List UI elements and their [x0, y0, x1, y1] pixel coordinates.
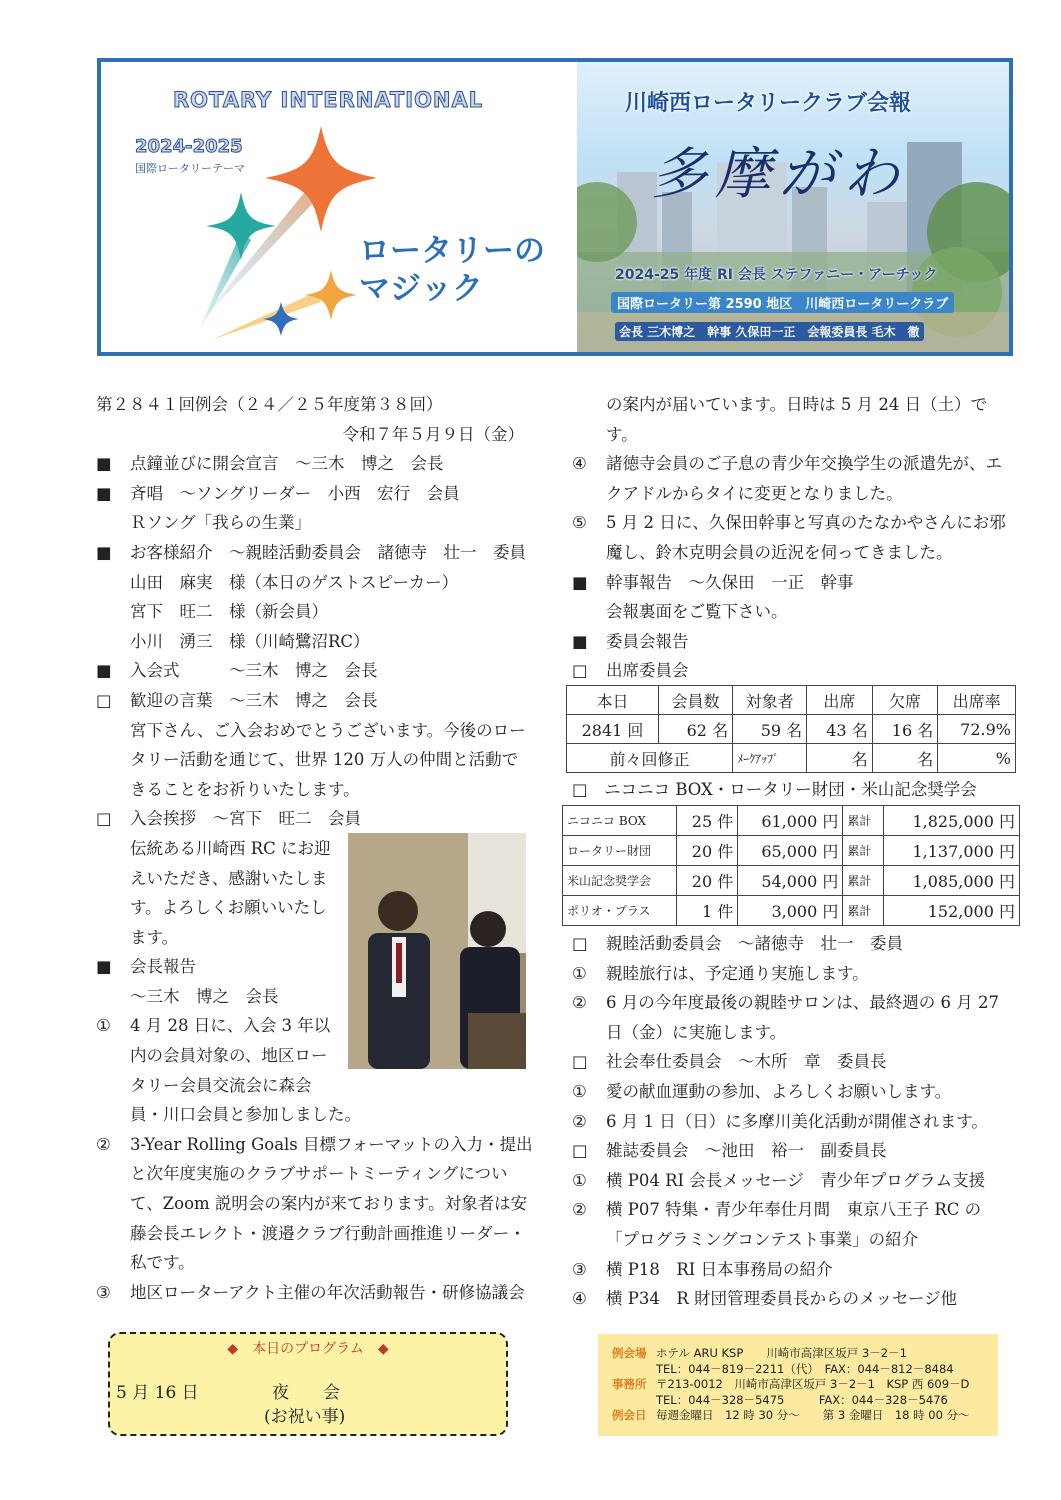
line-text: 入会式 ～三木 博之 会長 — [130, 661, 378, 681]
club-photo-panel — [577, 62, 1009, 352]
text-line — [572, 1225, 1022, 1255]
donation-count-cell: 20 件 — [676, 866, 738, 896]
text-line — [572, 959, 1022, 989]
bullet-mark: ④ — [572, 454, 587, 474]
text-line — [96, 449, 546, 479]
text-line — [572, 1136, 1022, 1166]
text-line — [572, 390, 1022, 420]
text-line — [96, 538, 546, 568]
donation-total-cell: 1,085,000 円 — [883, 866, 1019, 896]
attendance-correction-row — [567, 744, 1016, 773]
line-text: 出席委員会 — [606, 661, 689, 681]
bullet-mark: ① — [572, 1081, 587, 1101]
theme-years: 2024-2025 — [135, 136, 243, 157]
line-text: 横 P34 R 財団管理委員長からのメッセージ他 — [606, 1289, 958, 1309]
donation-label-cell: ポリオ・プラス — [563, 896, 677, 926]
attendance-correction-label: 前々回修正 — [567, 744, 733, 773]
line-text: 伝統ある川崎西 RC にお迎 — [130, 838, 331, 858]
donation-row — [563, 836, 1020, 866]
text-line — [572, 449, 1022, 479]
bullet-mark: ① — [96, 1016, 111, 1036]
line-text: 社会奉仕委員会 ～木所 章 委員長 — [606, 1052, 887, 1072]
text-line — [96, 508, 546, 538]
line-text: 3-Year Rolling Goals 目標フォーマットの入力・提出 — [130, 1134, 533, 1154]
line-text: 内の会員対象の、地区ロー — [130, 1046, 328, 1066]
line-text: Ｒソング「我らの生業」 — [130, 513, 312, 533]
attendance-header-cell: 欠席 — [872, 686, 938, 715]
donation-kei-cell: 累計 — [843, 896, 883, 926]
attendance-cell: 16 名 — [872, 715, 938, 744]
venue-line1: ホテル ARU KSP 川崎市高津区坂戸 3－2－1 — [656, 1346, 907, 1360]
text-line — [572, 1284, 1022, 1314]
line-text: 山田 麻実 様（本日のゲストスピーカー） — [130, 572, 459, 592]
attendance-cell: 62 名 — [659, 715, 733, 744]
attendance-cell: 名 — [807, 744, 873, 773]
district-line: 国際ロータリー第 2590 地区 川崎西ロータリークラブ — [611, 292, 954, 313]
attendance-header-cell: 対象者 — [733, 686, 807, 715]
attendance-table — [566, 685, 1016, 773]
text-line — [572, 420, 1022, 450]
line-text: 歓迎の言葉 ～三木 博之 会長 — [130, 690, 378, 710]
line-text: えいただき、感謝いたしま — [130, 868, 328, 888]
text-line — [572, 1077, 1022, 1107]
line-text: 会報裏面をご覧下さい。 — [606, 602, 788, 622]
theme-title — [359, 232, 545, 308]
niko-heading: □ ニコニコ BOX・ロータリー財団・米山記念奨学会 — [572, 780, 977, 799]
line-text: タリー会員交流会に森会 — [130, 1075, 312, 1095]
line-text: 斉唱 ～ソングリーダー 小西 宏行 会員 — [130, 483, 460, 503]
bullet-mark: ③ — [572, 1259, 587, 1279]
theme-panel — [101, 62, 577, 352]
meeting-day-line: 毎週金曜日 12 時 30 分～ 第 3 金曜日 18 時 00 分～ — [656, 1408, 970, 1422]
attendance-cell: % — [938, 744, 1016, 773]
line-text: 横 P07 特集・青少年奉仕月間 東京八王子 RC の — [606, 1200, 982, 1220]
line-text: 員・川口会員と参加しました。 — [130, 1105, 361, 1125]
donation-table — [562, 805, 1020, 926]
text-line — [96, 568, 546, 598]
line-text: 6 月の今年度最後の親睦サロンは、最終週の 6 月 27 — [606, 993, 999, 1013]
todays-program-box — [108, 1332, 508, 1436]
ri-president-line: 2024-25 年度 RI 会長 ステファニー・アーチック — [615, 267, 938, 283]
attendance-header-cell: 会員数 — [659, 686, 733, 715]
line-text: タリー活動を通じて、世界 120 万人の仲間と活動で — [130, 750, 519, 770]
line-text: 魔し、鈴木克明会員の近況を伺ってきました。 — [606, 542, 953, 562]
right-column-top — [572, 390, 1022, 686]
attendance-cell: 名 — [872, 744, 938, 773]
text-line — [572, 479, 1022, 509]
bullet-mark: □ — [96, 809, 112, 829]
text-line — [96, 597, 546, 627]
text-line — [96, 1100, 546, 1130]
bullet-mark: □ — [572, 934, 588, 953]
attendance-header-cell: 本日 — [567, 686, 659, 715]
line-text: 藤会長エレクト・渡邉クラブ行動計画推進リーダー・ — [130, 1223, 526, 1243]
office-key: 事務所 — [612, 1377, 647, 1391]
text-line — [96, 716, 546, 746]
donation-row — [563, 896, 1020, 926]
donation-kei-cell: 累計 — [843, 866, 883, 896]
bullet-mark: ② — [572, 993, 587, 1013]
text-line — [96, 775, 546, 805]
text-line — [96, 1248, 546, 1278]
text-line — [96, 745, 546, 775]
bullet-mark: ■ — [96, 542, 112, 562]
attendance-header-cell: 出席 — [807, 686, 873, 715]
meeting-info-box — [598, 1334, 998, 1436]
text-line — [572, 1166, 1022, 1196]
text-line — [96, 804, 546, 834]
text-line — [96, 1189, 546, 1219]
donation-count-cell: 25 件 — [676, 806, 738, 836]
line-text: 入会挨拶 ～宮下 旺二 会員 — [130, 809, 361, 829]
donation-label-cell: ニコニコ BOX — [563, 806, 677, 836]
line-text: す。 — [606, 424, 638, 444]
line-text: て、Zoom 説明会の案内が来ております。対象者は安 — [130, 1194, 528, 1214]
bullet-mark: ■ — [96, 483, 112, 503]
bullet-mark: ■ — [572, 631, 588, 651]
bullet-mark: ■ — [572, 572, 588, 592]
attendance-cell: 43 名 — [807, 715, 873, 744]
line-text: ～三木 博之 会長 — [130, 986, 279, 1006]
office-line2: TEL：044－328－5475 FAX：044－328－5476 — [656, 1392, 948, 1407]
donation-count-cell: 1 件 — [676, 896, 738, 926]
donation-label-cell: ロータリー財団 — [563, 836, 677, 866]
text-line — [572, 1107, 1022, 1137]
attendance-header-row — [567, 686, 1016, 715]
text-line — [572, 1047, 1022, 1077]
line-text: 横 P04 RI 会長メッセージ 青少年プログラム支援 — [606, 1170, 986, 1190]
program-date: 5 月 16 日 — [116, 1383, 199, 1403]
line-text: す。よろしくお願いいたし — [130, 898, 327, 918]
bullet-mark: ① — [572, 963, 587, 983]
line-text: 宮下さん、ご入会おめでとうございます。今後のロー — [130, 720, 526, 740]
donation-kei-cell: 累計 — [843, 836, 883, 866]
line-text: 点鐘並びに開会宣言 ～三木 博之 会長 — [130, 454, 444, 474]
meeting-day-key: 例会日 — [612, 1408, 647, 1422]
attendance-cell: 2841 回 — [567, 715, 659, 744]
donation-row — [563, 806, 1020, 836]
stars-graphic — [171, 122, 391, 342]
program-note: (お祝い事) — [264, 1407, 346, 1427]
text-line — [572, 627, 1022, 657]
line-text: の案内が届いています。日時は 5 月 24 日（土）で — [606, 395, 988, 414]
office-line1: 〒213-0012 川崎市高津区坂戸 3－2－1 KSP 西 609－D — [656, 1377, 970, 1391]
theme-title-line2: マジック — [359, 271, 483, 307]
line-text: 愛の献血運動の参加、よろしくお願いします。 — [606, 1081, 952, 1101]
line-text: ます。 — [130, 927, 179, 947]
text-line — [572, 988, 1022, 1018]
donation-amount-cell: 65,000 円 — [738, 836, 843, 866]
donation-kei-cell: 累計 — [843, 806, 883, 836]
masthead — [97, 58, 1013, 356]
text-line — [96, 627, 546, 657]
line-text: 5 月 2 日に、久保田幹事と写真のたなかやさんにお邪 — [606, 513, 1006, 533]
text-line — [572, 508, 1022, 538]
text-line — [96, 686, 546, 716]
bullet-mark: ■ — [96, 454, 112, 474]
bullet-mark: ⑤ — [572, 513, 587, 533]
program-title: ◆ 本日のプログラム ◆ — [227, 1341, 389, 1357]
line-text: クアドルからタイに変更となりました。 — [606, 483, 903, 503]
theme-label: 国際ロータリーテーマ — [135, 162, 245, 175]
line-text: お客様紹介 ～親睦活動委員会 諸徳寺 壮一 委員 — [130, 542, 526, 562]
donation-amount-cell: 61,000 円 — [738, 806, 843, 836]
text-line — [572, 1195, 1022, 1225]
donation-total-cell: 152,000 円 — [883, 896, 1019, 926]
attendance-makeup-cell: ﾒｰｸｱｯﾌﾟ — [733, 744, 807, 773]
line-text: 諸徳寺会員のご子息の青少年交換学生の派遣先が、エ — [606, 454, 1002, 474]
text-line — [572, 929, 1022, 959]
donation-total-cell: 1,137,000 円 — [883, 836, 1019, 866]
club-bulletin-title: 川崎西ロータリークラブ会報 — [625, 91, 912, 116]
text-line — [572, 1018, 1022, 1048]
bullet-mark: ② — [572, 1111, 587, 1131]
program-event: 夜 会 — [272, 1383, 340, 1403]
text-line — [572, 656, 1022, 686]
line-text: 私です。 — [130, 1253, 195, 1273]
attendance-data-row — [567, 715, 1016, 744]
induction-photo — [348, 833, 526, 1069]
venue-line2: TEL：044－819－2211（代） FAX：044－812－8484 — [656, 1361, 954, 1376]
bullet-mark: ① — [572, 1170, 587, 1190]
bullet-mark: □ — [96, 690, 112, 710]
attendance-cell: 59 名 — [733, 715, 807, 744]
text-line — [96, 656, 546, 686]
bullet-mark: ■ — [96, 957, 112, 977]
line-text: 日（金）に実施します。 — [606, 1022, 787, 1042]
line-text: 雑誌委員会 ～池田 裕一 副委員長 — [606, 1141, 887, 1161]
text-line — [572, 1255, 1022, 1285]
bullet-mark: □ — [572, 1052, 588, 1072]
bullet-mark: □ — [572, 1141, 588, 1161]
line-text: 第２８４１回例会（２４／２５年度第３８回） — [96, 395, 443, 414]
bullet-mark: ② — [572, 1200, 587, 1220]
bullet-mark: □ — [572, 661, 588, 681]
line-text: 「プログラミングコンテスト事業」の紹介 — [606, 1229, 919, 1249]
bullet-mark: ③ — [96, 1282, 111, 1302]
text-line — [96, 1219, 546, 1249]
donation-total-cell: 1,825,000 円 — [883, 806, 1019, 836]
bullet-mark: ■ — [96, 661, 112, 681]
line-text: と次年度実施のクラブサポートミーティングについ — [130, 1164, 508, 1184]
donation-amount-cell: 3,000 円 — [738, 896, 843, 926]
line-text: 令和７年５月９日（金） — [342, 424, 524, 444]
right-column-bottom — [572, 929, 1022, 1314]
donation-count-cell: 20 件 — [676, 836, 738, 866]
text-line — [96, 390, 546, 420]
text-line — [96, 1278, 546, 1308]
donation-amount-cell: 54,000 円 — [738, 866, 843, 896]
line-text: 横 P18 RI 日本事務局の紹介 — [606, 1259, 833, 1279]
bullet-mark: ② — [96, 1134, 111, 1154]
line-text: 6 月 1 日（日）に多摩川美化活動が開催されます。 — [606, 1111, 988, 1131]
line-text: 会長報告 — [130, 957, 196, 977]
text-line — [96, 1071, 546, 1101]
bulletin-name: 多摩がわ — [651, 142, 907, 207]
line-text: 地区ローターアクト主催の年次活動報告・研修協議会 — [130, 1282, 525, 1302]
line-text: きることをお祈りいたします。 — [130, 779, 360, 799]
theme-title-line1: ロータリーの — [359, 233, 545, 269]
ri-wordmark: ROTARY INTERNATIONAL — [173, 88, 484, 112]
text-line — [572, 538, 1022, 568]
text-line — [572, 568, 1022, 598]
officers-line: 会長 三木博之 幹事 久保田一正 会報委員長 毛木 徹 — [615, 322, 924, 341]
text-line — [572, 597, 1022, 627]
attendance-cell: 72.9% — [938, 715, 1016, 744]
line-text: 親睦活動委員会 ～諸徳寺 壮一 委員 — [606, 934, 903, 953]
bullet-mark: ④ — [572, 1289, 587, 1309]
line-text: 小川 湧三 様（川崎鷺沼RC） — [130, 631, 370, 651]
text-line — [96, 1159, 546, 1189]
line-text: 委員会報告 — [606, 631, 689, 651]
venue-key: 例会場 — [612, 1346, 647, 1360]
donation-label-cell: 米山記念奨学会 — [563, 866, 677, 896]
line-text: 4 月 28 日に、入会 3 年以 — [130, 1016, 331, 1036]
line-text: 幹事報告 ～久保田 一正 幹事 — [606, 572, 854, 592]
attendance-header-cell: 出席率 — [938, 686, 1016, 715]
text-line — [96, 479, 546, 509]
donation-row — [563, 866, 1020, 896]
text-line — [96, 1130, 546, 1160]
line-text: 親睦旅行は、予定通り実施します。 — [606, 963, 869, 983]
line-text: 宮下 旺二 様（新会員） — [130, 602, 328, 622]
text-line — [96, 420, 546, 450]
